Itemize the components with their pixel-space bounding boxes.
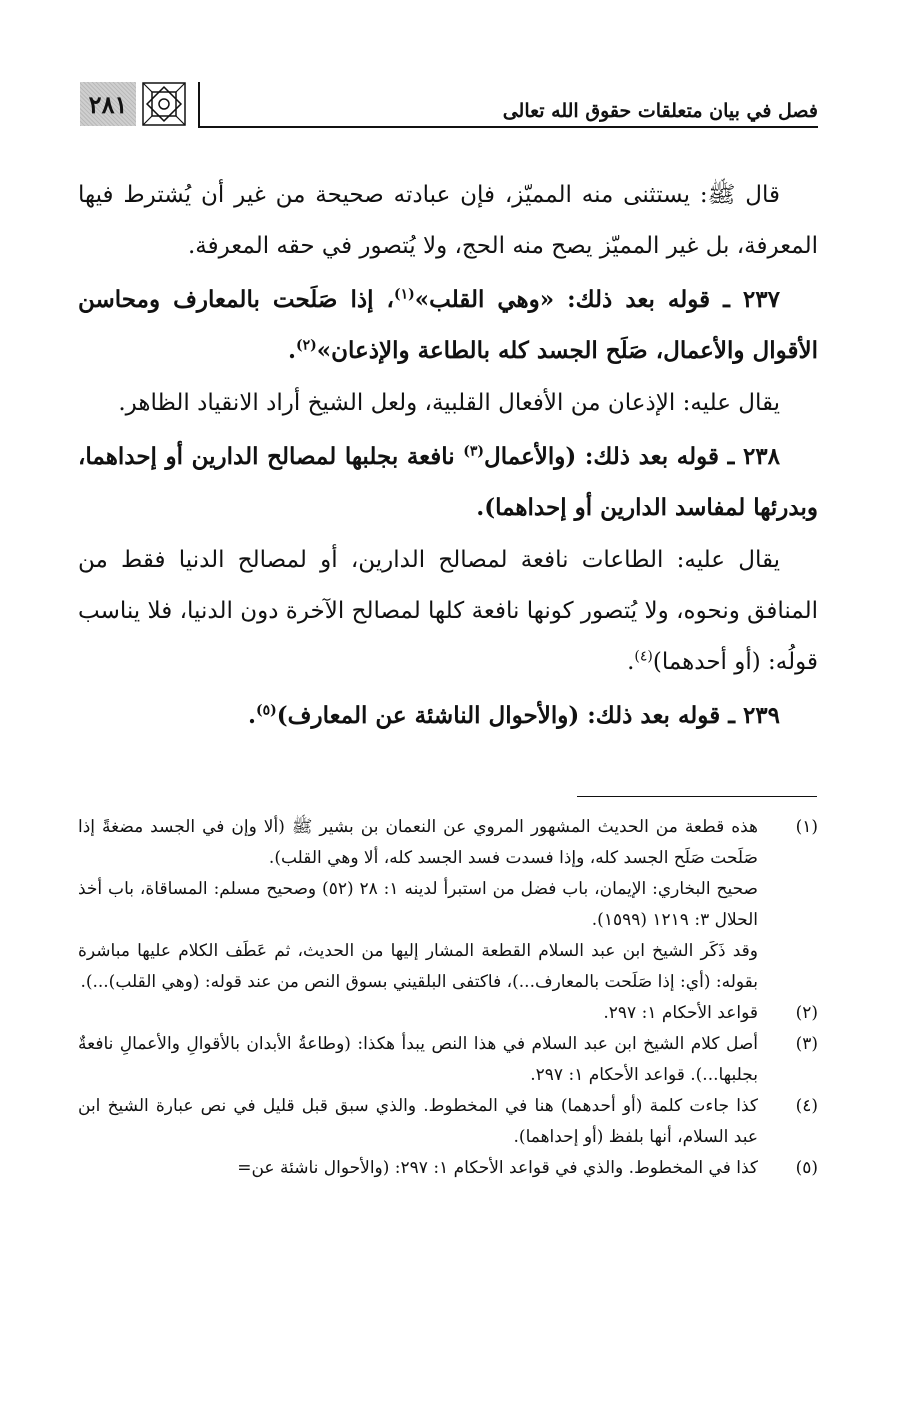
para-237-text: ٢٣٧ ـ قوله بعد ذلك: «وهي القلب» [414,286,780,313]
footnote-number: (٣) [795,1034,818,1054]
para-237-end: . [287,337,296,364]
footnote-body [78,998,758,1029]
footnote-5 [78,1153,818,1184]
footnote-number: (٤) [795,1096,818,1116]
footnote-text: صحيح البخاري: الإيمان، باب فضل من استبرأ لدينه ١: ٢٨ (٥٢) وصحيح مسلم: المساقاة، باب أخذ الحلال ٣: ١٢١٩ (١٥٩٩). [78,879,758,930]
footnote-text: قواعد الأحكام ١: ٢٩٧. [603,1003,758,1023]
footnote-3 [78,1029,818,1091]
footnote-body [78,1153,758,1184]
para-239-text: ٢٣٩ ـ قوله بعد ذلك: (والأحوال الناشئة عن المعارف) [276,702,780,729]
footnote-number: (١) [795,817,818,837]
header-rule [200,126,818,128]
footnote-ref-5: (٥) [256,702,277,719]
main-text [78,170,818,743]
footnote-ref-3: (٣) [463,443,485,460]
running-header-title: فصل في بيان متعلقات حقوق الله تعالى [502,100,818,122]
running-header [80,76,818,132]
footnote-ref-4: (٤) [634,648,653,665]
footnote-4 [78,1091,818,1153]
footnote-number: (٥) [795,1158,818,1178]
footnote-number: (٢) [795,1003,818,1023]
footnote-text: أصل كلام الشيخ ابن عبد السلام في هذا النص يبدأ هكذا: (وطاعةُ الأبدان بالأقوالِ والأعمالِ نافعةٌ بجلبها...). قواعد الأحكام ١: ٢٩٧. [78,1034,758,1085]
paragraph-239 [78,690,818,741]
footnote-text: وقد ذَكَر الشيخ ابن عبد السلام القطعة المشار إليها من الحديث، ثم عَطَف الكلام عليها مباشرة بقوله: (أي: إذا صَلَحت بالمعارف...)، فاكتفى البلقيني بسوق النص من عند قوله: (وهي القلب)...). [78,941,758,992]
para-238-text: ٢٣٨ ـ قوله بعد ذلك: (والأعمال [484,443,780,470]
footnote-ref-2: (٢) [295,337,317,354]
paragraph-5 [78,535,818,688]
para-5-end: . [627,649,635,675]
paragraph-3: يقال عليه: الإذعان من الأفعال القلبية، ولعل الشيخ أراد الانقياد الظاهر. [118,390,780,416]
footnote-text: هذه قطعة من الحديث المشهور المروي عن النعمان بن بشير ﷺ (ألا وإن في الجسد مضغةً إذا صَلَحت صَلَح الجسد كله، وإذا فسدت فسد الجسد كله، ألا وهي القلب). [78,817,758,868]
para-239-end: . [247,702,256,729]
footnote-text: كذا في المخطوط. والذي في قواعد الأحكام ١: ٢٩٧: (والأحوال ناشئة عن= [237,1158,758,1178]
footnote-ref-1: (١) [393,286,415,303]
paragraph-237 [78,274,818,376]
footnote-2 [78,998,818,1029]
footnote-1 [78,812,818,998]
footnote-body [78,812,758,998]
para-237-middle: ، إذا صَلَحت بالمعارف ومحاسن الأقوال والأعمال، صَلَح الجسد كله بالطاعة والإذعان» [78,286,818,364]
para-238-end: نافعة بجلبها لمصالح الدارين أو إحداهما، وبدرئها لمفاسد الدارين أو إحداهما). [78,443,818,521]
paragraph-1: قال ﷺ: يستثنى منه المميّز، فإن عبادته صحيحة من غير أن يُشترط فيها المعرفة، بل غير المميّز يصح منه الحج، ولا يُتصور في حقه المعرفة. [78,182,818,259]
geometric-ornament-icon [142,82,186,126]
footnote-text: كذا جاءت كلمة (أو أحدهما) هنا في المخطوط. والذي سبق قبل قليل في نص عبارة الشيخ ابن عبد السلام، أنها بلفظ (أو إحداهما). [78,1096,758,1147]
para-5-text: يقال عليه: الطاعات نافعة لمصالح الدارين، أو لمصالح الدنيا فقط من المنافق ونحوه، ولا يُتصور كونها نافعة كلها لمصالح الآخرة دون الدنيا، فلا يناسب قولُه: (أو أحدهما) [78,547,818,675]
footnotes [78,812,818,1184]
header-divider [198,82,200,128]
paragraph-238 [78,431,818,533]
footnote-body [78,1029,758,1091]
footnote-body [78,1091,758,1153]
footnote-separator [577,796,817,797]
page-number: ٢٨١ [80,82,136,126]
